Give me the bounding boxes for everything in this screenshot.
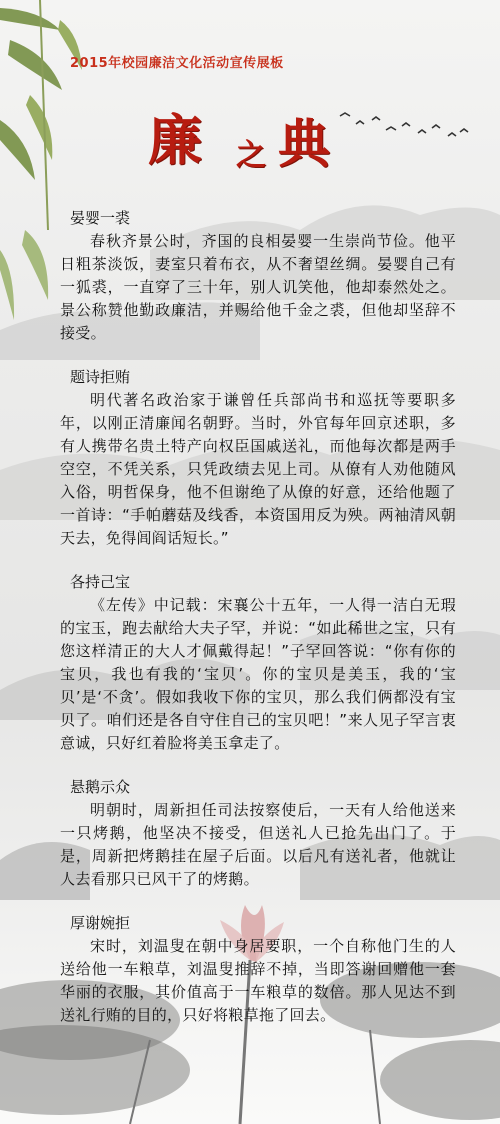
- story-section: [60, 777, 456, 891]
- story-section: [60, 208, 456, 345]
- story-body: 明代著名政治家于谦曾任兵部尚书和巡抚等要职多年，以刚正清廉闻名朝野。当时，外官每年回京述职，多有人携带名贵土特产向权臣国戚送礼，而他每次都是两手空空，不凭关系，只凭政绩去见上司。从僚有人劝他随风入俗，明哲保身，他不但谢绝了从僚的好意，还给他题了一首诗：“手帕蘑菇及线香，本资国用反为殃。两袖清风朝天去，免得闾阎话短长。”: [60, 391, 456, 547]
- story-body: 《左传》中记载：宋襄公十五年，一人得一洁白无瑕的宝玉，跑去献给大夫子罕，并说：“如此稀世之宝，只有您这样清正的大人才佩戴得起！”子罕回答说：“你有你的宝贝，我也有我的‘宝贝’。你的宝贝是美玉，我的‘宝贝’是‘不贪’。假如我收下你的宝贝，那么我们俩都没有宝贝了。咱们还是各自守住自己的宝贝吧！”来人见子罕言衷意诚，只好红着脸将美玉拿走了。: [60, 596, 456, 752]
- story-title: 悬鹅示众: [70, 778, 131, 796]
- main-title: [148, 98, 388, 178]
- story-title: 各持己宝: [70, 573, 131, 591]
- title-char-3: 典: [278, 114, 331, 175]
- title-char-1: 廉: [148, 108, 202, 172]
- title-char-2: 之: [236, 138, 266, 173]
- story-body: 春秋齐景公时，齐国的良相晏婴一生崇尚节俭。他平日粗茶淡饭，妻室只着布衣，从不奢望丝绸。晏婴自己有一狐裘，一直穿了三十年，别人讥笑他，他却泰然处之。景公称赞他勤政廉洁，并赐给他千金之裘，但他却坚辞不接受。: [60, 232, 456, 342]
- banner-title: 2015年校园廉洁文化活动宣传展板: [70, 56, 284, 71]
- story-section: [60, 572, 456, 755]
- story-title: 晏婴一裘: [70, 209, 131, 227]
- story-list: [60, 208, 456, 1049]
- story-body: 明朝时，周新担任司法按察使后，一天有人给他送来一只烤鹅，他坚决不接受，但送礼人已抢先出门了。于是，周新把烤鹅挂在屋子后面。以后凡有送礼者，他就让人去看那只已风干了的烤鹅。: [60, 801, 456, 888]
- story-title: 厚谢婉拒: [70, 914, 131, 932]
- story-section: [60, 913, 456, 1027]
- story-section: [60, 367, 456, 550]
- story-body: 宋时，刘温叟在朝中身居要职，一个自称他门生的人送给他一车粮草，刘温叟推辞不掉，当即答谢回赠他一套华丽的衣服，其价值高于一车粮草的数倍。那人见达不到送礼行贿的目的，只好将粮草拖了回去。: [60, 937, 456, 1024]
- story-title: 题诗拒贿: [70, 368, 131, 386]
